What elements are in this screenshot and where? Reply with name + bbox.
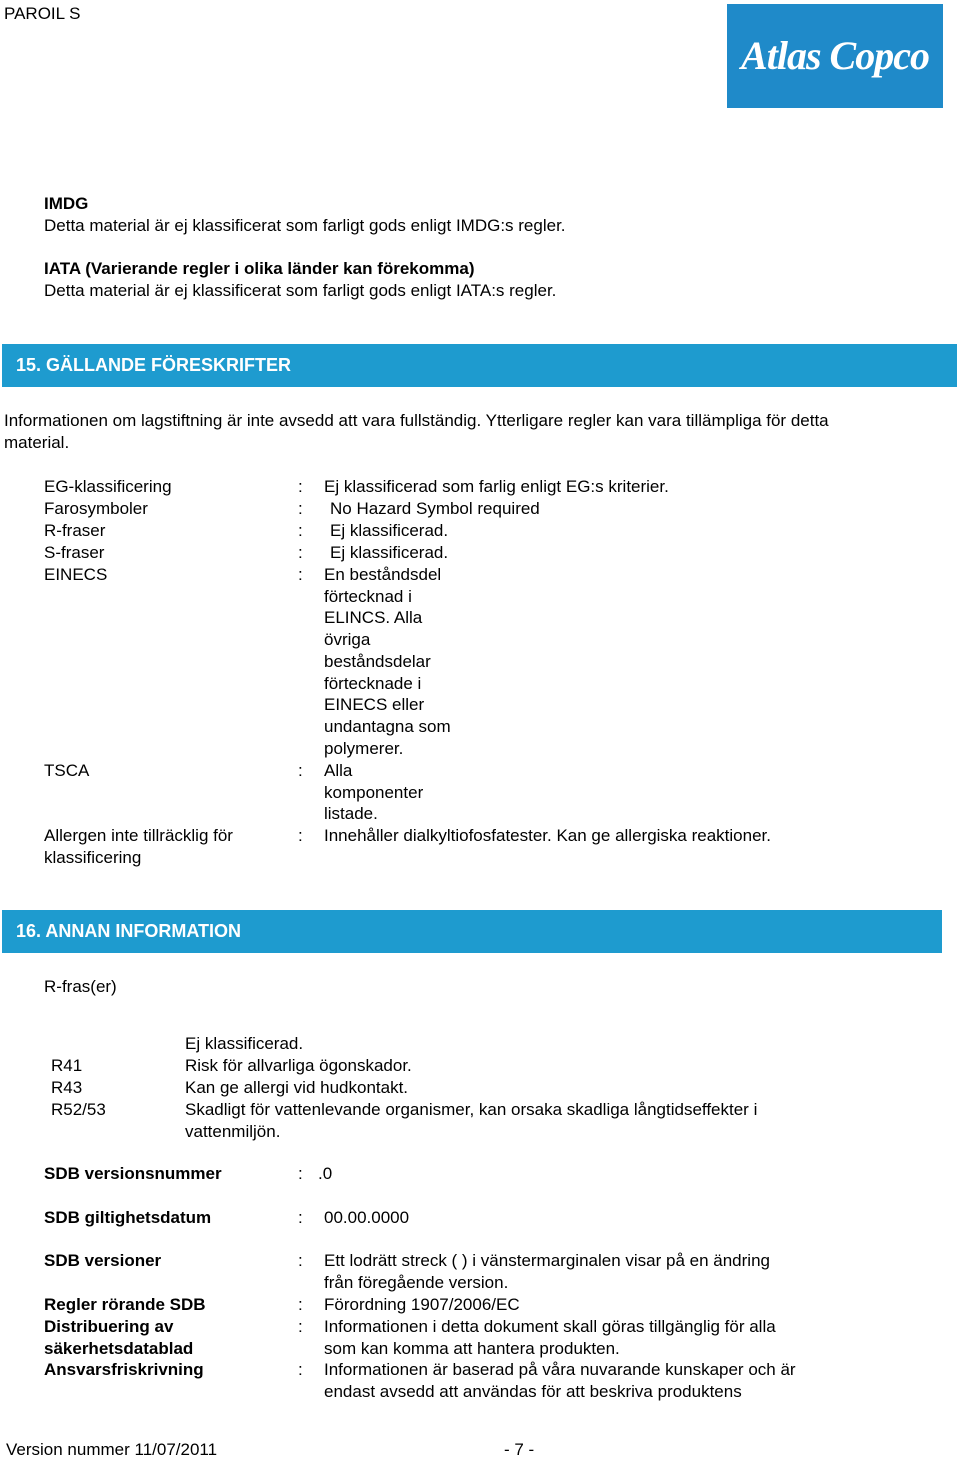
value-line: förtecknad i [324, 586, 412, 606]
value-line: som kan komma att hantera produkten. [324, 1338, 620, 1358]
row-label: Farosymboler [44, 499, 148, 518]
section-15-intro-line-2: material. [4, 433, 70, 452]
sdb-value: Förordning 1907/2006/EC [324, 1295, 520, 1314]
rfras-intro: Ej klassificerad. [185, 1034, 304, 1053]
sdb-value-multiline [324, 1359, 796, 1402]
row-value: No Hazard Symbol required [330, 499, 540, 518]
value-line: Informationen är baserad på våra nuvarande kunskaper och är [324, 1360, 796, 1379]
value-line: Informationen i detta dokument skall göras tillgänglig för alla [324, 1317, 776, 1336]
text-line: vattenmiljön. [185, 1121, 281, 1141]
rfras-code: R52/53 [51, 1100, 106, 1119]
value-line: beståndsdelar [324, 651, 431, 671]
row-colon: : [298, 565, 303, 584]
text-line: Skadligt för vattenlevande organismer, kan orsaka skadliga långtidseffekter i [185, 1100, 758, 1119]
label-line: Allergen inte tillräcklig för [44, 826, 233, 845]
value-line: listade. [324, 804, 378, 824]
sdb-value-multiline [324, 1316, 776, 1359]
row-label: EG-klassificering [44, 477, 172, 496]
value-line: från föregående version. [324, 1272, 509, 1292]
row-colon: : [298, 521, 303, 540]
section-16-title: 16. ANNAN INFORMATION [16, 921, 241, 941]
row-colon: : [298, 826, 303, 845]
sdb-label: SDB versionsnummer [44, 1164, 222, 1183]
row-value: Ej klassificerad. [330, 543, 449, 562]
sdb-colon: : [298, 1251, 303, 1270]
product-name: PAROIL S [4, 4, 81, 23]
iata-text: Detta material är ej klassificerat som farligt gods enligt IATA:s regler. [44, 281, 557, 300]
row-label: R-fraser [44, 521, 106, 540]
row-colon: : [298, 499, 303, 518]
value-line: ELINCS. Alla [324, 608, 423, 628]
value-line: Alla [324, 761, 353, 780]
value-line: förtecknade i [324, 673, 422, 693]
label-line: säkerhetsdatablad [44, 1338, 194, 1358]
section-16-header [2, 910, 942, 953]
row-colon: : [298, 477, 303, 496]
section-15-header [2, 344, 957, 387]
imdg-title: IMDG [44, 194, 89, 213]
sdb-label: Ansvarsfriskrivning [44, 1360, 204, 1379]
value-line: En beståndsdel [324, 565, 442, 584]
value-line: EINECS eller [324, 695, 425, 715]
sdb-value-multiline [324, 1250, 770, 1293]
rfras-text: Risk för allvarliga ögonskador. [185, 1056, 412, 1075]
row-label: TSCA [44, 761, 90, 780]
atlas-copco-logo [727, 4, 943, 108]
sdb-colon: : [298, 1360, 303, 1379]
rfras-text: Kan ge allergi vid hudkontakt. [185, 1078, 409, 1097]
sdb-label: SDB giltighetsdatum [44, 1208, 212, 1227]
row-value: Ej klassificerad. [330, 521, 449, 540]
sdb-colon: : [298, 1295, 303, 1314]
sdb-label: Regler rörande SDB [44, 1295, 206, 1314]
iata-title: IATA (Varierande regler i olika länder kan förekomma) [44, 259, 475, 278]
section-15-title: 15. GÄLLANDE FÖRESKRIFTER [16, 355, 292, 375]
footer-page-number: - 7 - [504, 1440, 535, 1459]
row-colon: : [298, 543, 303, 562]
value-line: polymerer. [324, 738, 404, 758]
row-value-multiline [324, 564, 451, 759]
section-15-intro-line-1: Informationen om lagstiftning är inte avsedd att vara fullständig. Ytterligare regler kan vara tillämpliga för detta [4, 411, 829, 430]
rfras-heading: R-fras(er) [44, 977, 117, 996]
rfras-text-multiline [185, 1099, 757, 1142]
sdb-colon: : [298, 1164, 303, 1183]
value-line: endast avsedd att användas för att beskriva produktens [324, 1381, 742, 1401]
sdb-value: .0 [318, 1164, 333, 1183]
row-label-multiline [44, 825, 233, 868]
row-colon: : [298, 761, 303, 780]
row-value: Innehåller dialkyltiofosfatester. Kan ge allergiska reaktioner. [324, 826, 771, 845]
rfras-code: R43 [51, 1078, 83, 1097]
footer-version: Version nummer 11/07/2011 [6, 1440, 218, 1459]
row-value-multiline [324, 760, 423, 825]
value-line: övriga [324, 630, 371, 650]
value-line: komponenter [324, 782, 424, 802]
row-label: S-fraser [44, 543, 105, 562]
sdb-label-multiline [44, 1316, 193, 1359]
label-line: klassificering [44, 847, 142, 867]
sdb-colon: : [298, 1208, 303, 1227]
logo-text: Atlas Copco [741, 33, 929, 78]
sdb-label: SDB versioner [44, 1251, 162, 1270]
row-label: EINECS [44, 565, 108, 584]
imdg-text: Detta material är ej klassificerat som farligt gods enligt IMDG:s regler. [44, 216, 566, 235]
value-line: undantagna som [324, 716, 451, 736]
value-line: Ett lodrätt streck ( ) i vänstermarginalen visar på en ändring [324, 1251, 770, 1270]
rfras-code: R41 [51, 1056, 83, 1075]
sdb-colon: : [298, 1317, 303, 1336]
label-line: Distribuering av [44, 1317, 174, 1336]
sdb-value: 00.00.0000 [324, 1208, 410, 1227]
row-value: Ej klassificerad som farlig enligt EG:s kriterier. [324, 477, 669, 496]
